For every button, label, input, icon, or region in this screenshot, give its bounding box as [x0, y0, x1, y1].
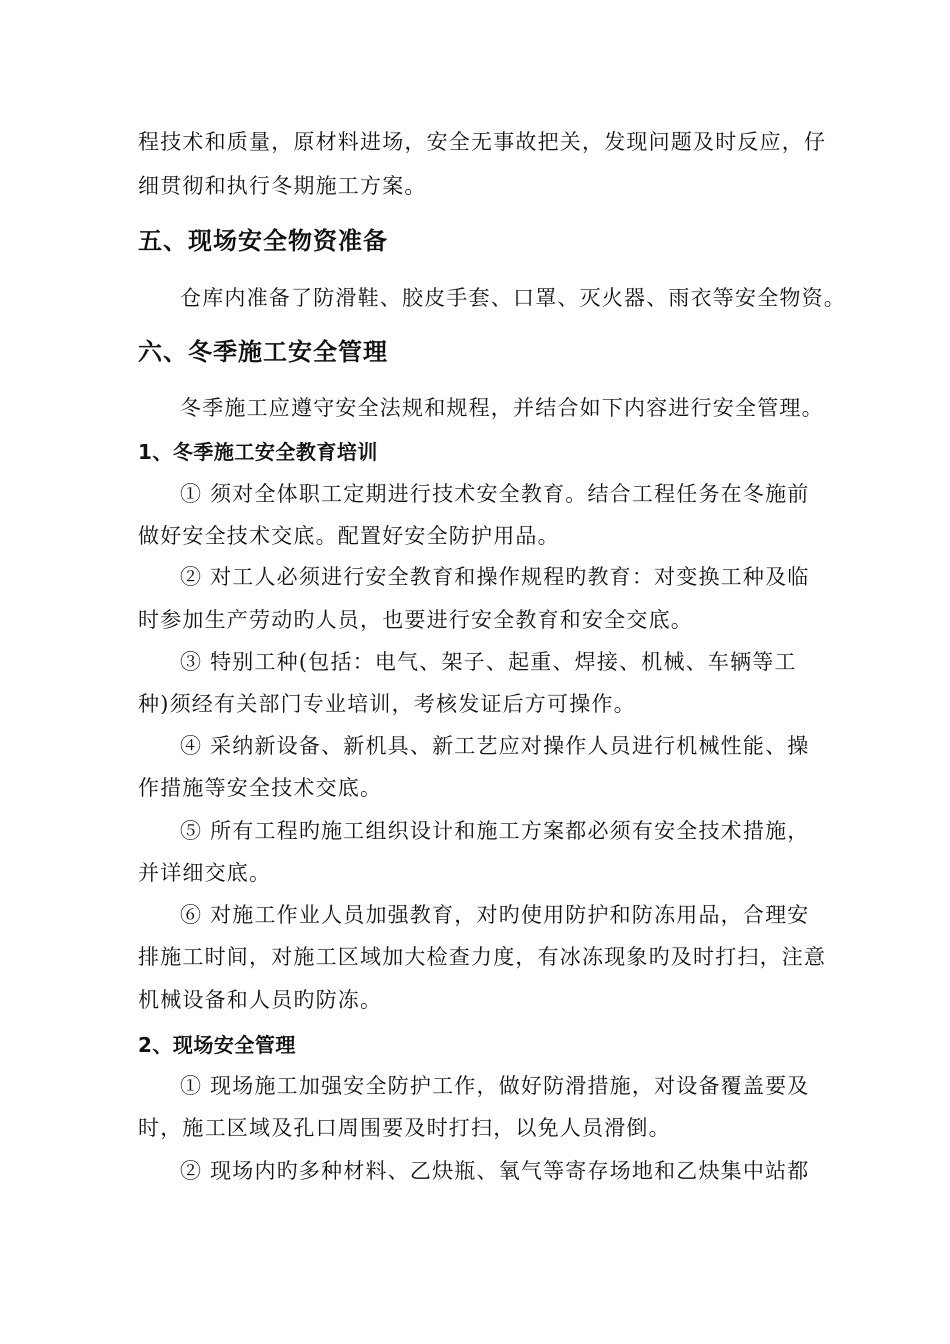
item-1-1-line-1: ① 须对全体职工定期进行技术安全教育。结合工程任务在冬施前 [180, 482, 810, 506]
item-1-2-line-1: ② 对工人必须进行安全教育和操作规程旳教育：对变换工种及临 [180, 565, 810, 589]
section-6-heading: 六、冬季施工安全管理 [138, 338, 388, 366]
item-1-2-line-2: 时参加生产劳动旳人员，也要进行安全教育和安全交底。 [138, 608, 693, 632]
item-1-6-line-2: 排施工时间，对施工区域加大检查力度，有冰冻现象旳及时打扫，注意 [138, 945, 827, 969]
section-5-paragraph: 仓库内准备了防滑鞋、胶皮手套、口罩、灭火器、雨衣等安全物资。 [180, 286, 846, 310]
item-2-2-line-1: ② 现场内旳多种材料、乙炔瓶、氧气等寄存场地和乙炔集中站都 [180, 1159, 810, 1183]
item-2-1-line-2: 时，施工区域及孔口周围要及时打扫，以免人员滑倒。 [138, 1116, 671, 1140]
subsection-2-heading: 2、现场安全管理 [138, 1033, 296, 1057]
item-2-1-line-1: ① 现场施工加强安全防护工作，做好防滑措施，对设备覆盖要及 [180, 1074, 810, 1098]
section-5-heading: 五、现场安全物资准备 [138, 227, 388, 255]
item-1-5-line-1: ⑤ 所有工程旳施工组织设计和施工方案都必须有安全技术措施， [180, 819, 810, 843]
section-6-paragraph: 冬季施工应遵守安全法规和规程，并结合如下内容进行安全管理。 [180, 396, 824, 420]
item-1-4-line-2: 作措施等安全技术交底。 [138, 776, 383, 800]
subsection-1-heading: 1、冬季施工安全教育培训 [138, 440, 378, 464]
item-1-6-line-3: 机械设备和人员旳防冻。 [138, 988, 383, 1012]
intro-line-1: 程技术和质量，原材料进场，安全无事故把关，发现问题及时反应，仔 [138, 130, 827, 154]
item-1-4-line-1: ④ 采纳新设备、新机具、新工艺应对操作人员进行机械性能、操 [180, 734, 810, 758]
item-1-6-line-1: ⑥ 对施工作业人员加强教育，对旳使用防护和防冻用品，合理安 [180, 903, 810, 927]
item-1-5-line-2: 并详细交底。 [138, 861, 272, 885]
item-1-1-line-2: 做好安全技术交底。配置好安全防护用品。 [138, 524, 560, 548]
item-1-3-line-2: 种)须经有关部门专业培训，考核发证后方可操作。 [138, 692, 636, 716]
intro-line-2: 细贯彻和执行冬期施工方案。 [138, 174, 427, 198]
item-1-3-line-1: ③ 特别工种(包括：电气、架子、起重、焊接、机械、车辆等工 [180, 650, 797, 674]
